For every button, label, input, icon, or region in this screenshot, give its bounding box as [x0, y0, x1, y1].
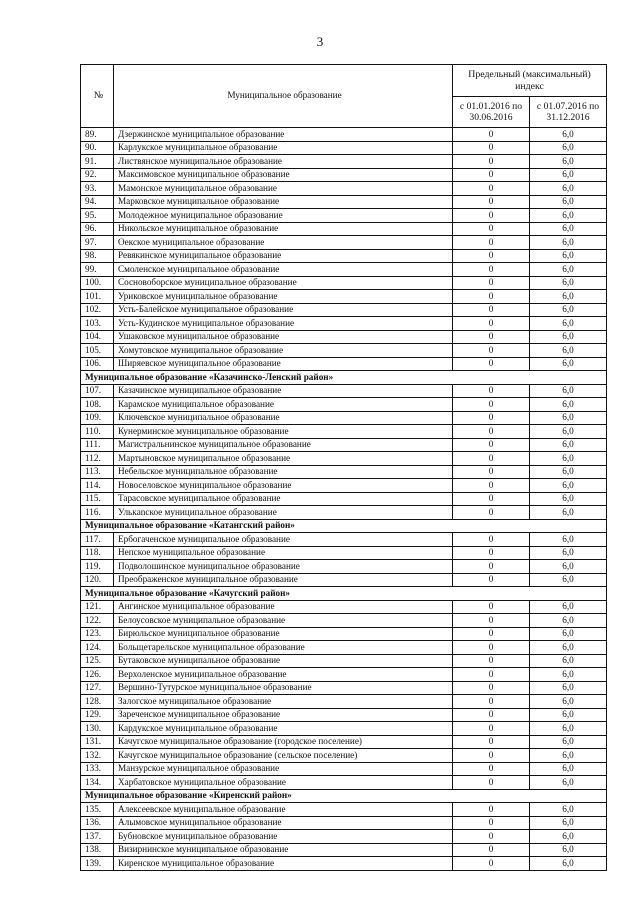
municipality-name: Больщетарельское муниципальное образование [114, 641, 453, 655]
index-period-1: 0 [453, 141, 530, 155]
index-period-1: 0 [453, 749, 530, 763]
row-number: 133. [81, 762, 114, 776]
index-period-2: 6,0 [530, 722, 607, 736]
table-row [81, 735, 607, 749]
row-number: 124. [81, 641, 114, 655]
index-period-1: 0 [453, 479, 530, 493]
index-period-1: 0 [453, 600, 530, 614]
table-row [81, 749, 607, 763]
table-row [81, 533, 607, 547]
row-number: 99. [81, 263, 114, 277]
index-period-2: 6,0 [530, 330, 607, 344]
row-number: 126. [81, 668, 114, 682]
index-period-2: 6,0 [530, 357, 607, 371]
index-period-2: 6,0 [530, 816, 607, 830]
index-period-1: 0 [453, 654, 530, 668]
table-row [81, 195, 607, 209]
index-period-1: 0 [453, 695, 530, 709]
municipality-name: Визирнинское муниципальное образование [114, 843, 453, 857]
municipality-name: Мартыновское муниципальное образование [114, 452, 453, 466]
table-row [81, 438, 607, 452]
table-row [81, 465, 607, 479]
municipality-name: Непское муниципальное образование [114, 546, 453, 560]
index-period-2: 6,0 [530, 303, 607, 317]
municipality-name: Бирюльское муниципальное образование [114, 627, 453, 641]
table-row [81, 614, 607, 628]
section-title: Муниципальное образование «Киренский район» [81, 789, 607, 803]
index-period-2: 6,0 [530, 546, 607, 560]
row-number: 109. [81, 411, 114, 425]
municipality-name: Киренское муниципальное образование [114, 857, 453, 871]
table-row [81, 722, 607, 736]
row-number: 93. [81, 182, 114, 196]
table-row [81, 668, 607, 682]
table-row [81, 425, 607, 439]
table-row [81, 357, 607, 371]
row-number: 136. [81, 816, 114, 830]
municipality-name: Молодежное муниципальное образование [114, 209, 453, 223]
index-period-2: 6,0 [530, 695, 607, 709]
index-period-2: 6,0 [530, 681, 607, 695]
municipality-name: Кунерминское муниципальное образование [114, 425, 453, 439]
row-number: 123. [81, 627, 114, 641]
index-period-1: 0 [453, 438, 530, 452]
row-number: 107. [81, 384, 114, 398]
table-row [81, 479, 607, 493]
index-period-2: 6,0 [530, 654, 607, 668]
index-period-1: 0 [453, 573, 530, 587]
index-period-1: 0 [453, 722, 530, 736]
index-period-2: 6,0 [530, 641, 607, 655]
index-period-1: 0 [453, 263, 530, 277]
row-number: 114. [81, 479, 114, 493]
municipality-name: Хомутовское муниципальное образование [114, 344, 453, 358]
index-period-1: 0 [453, 452, 530, 466]
index-period-2: 6,0 [530, 857, 607, 871]
index-period-2: 6,0 [530, 492, 607, 506]
municipality-name: Ревякинское муниципальное образование [114, 249, 453, 263]
index-period-2: 6,0 [530, 627, 607, 641]
header-num: № [81, 65, 114, 128]
index-period-2: 6,0 [530, 182, 607, 196]
index-period-1: 0 [453, 641, 530, 655]
index-period-2: 6,0 [530, 776, 607, 790]
table-row [81, 303, 607, 317]
row-number: 122. [81, 614, 114, 628]
index-period-2: 6,0 [530, 195, 607, 209]
table-row [81, 816, 607, 830]
municipality-name: Дзержинское муниципальное образование [114, 128, 453, 142]
table-row [81, 546, 607, 560]
index-period-1: 0 [453, 708, 530, 722]
index-period-2: 6,0 [530, 398, 607, 412]
index-period-1: 0 [453, 236, 530, 250]
index-period-2: 6,0 [530, 384, 607, 398]
index-period-1: 0 [453, 627, 530, 641]
index-period-1: 0 [453, 843, 530, 857]
header-municipality: Муниципальное образование [114, 65, 453, 128]
row-number: 96. [81, 222, 114, 236]
index-period-2: 6,0 [530, 803, 607, 817]
index-period-2: 6,0 [530, 438, 607, 452]
table-row [81, 776, 607, 790]
row-number: 91. [81, 155, 114, 169]
index-period-1: 0 [453, 546, 530, 560]
row-number: 121. [81, 600, 114, 614]
municipality-name: Зареченское муниципальное образование [114, 708, 453, 722]
index-period-1: 0 [453, 803, 530, 817]
index-period-2: 6,0 [530, 236, 607, 250]
row-number: 105. [81, 344, 114, 358]
row-number: 94. [81, 195, 114, 209]
row-number: 119. [81, 560, 114, 574]
page-number: 3 [316, 34, 324, 49]
row-number: 106. [81, 357, 114, 371]
index-period-2: 6,0 [530, 465, 607, 479]
row-number: 95. [81, 209, 114, 223]
table-row [81, 857, 607, 871]
table-row [81, 452, 607, 466]
municipality-name: Уриковское муниципальное образование [114, 290, 453, 304]
municipality-name: Казачинское муниципальное образование [114, 384, 453, 398]
index-period-2: 6,0 [530, 452, 607, 466]
row-number: 98. [81, 249, 114, 263]
table-row [81, 560, 607, 574]
index-period-1: 0 [453, 614, 530, 628]
table-row [81, 492, 607, 506]
row-number: 101. [81, 290, 114, 304]
row-number: 125. [81, 654, 114, 668]
municipality-name: Сосновоборское муниципальное образование [114, 276, 453, 290]
index-period-1: 0 [453, 560, 530, 574]
index-period-1: 0 [453, 168, 530, 182]
index-period-1: 0 [453, 209, 530, 223]
row-number: 102. [81, 303, 114, 317]
index-period-1: 0 [453, 330, 530, 344]
table-row [81, 843, 607, 857]
row-number: 130. [81, 722, 114, 736]
index-period-1: 0 [453, 668, 530, 682]
table-row [81, 290, 607, 304]
index-period-2: 6,0 [530, 425, 607, 439]
index-period-2: 6,0 [530, 600, 607, 614]
municipality-name: Алексеевское муниципальное образование [114, 803, 453, 817]
row-number: 134. [81, 776, 114, 790]
index-period-2: 6,0 [530, 668, 607, 682]
index-period-1: 0 [453, 425, 530, 439]
table-row [81, 627, 607, 641]
row-number: 110. [81, 425, 114, 439]
row-number: 92. [81, 168, 114, 182]
table-row [81, 330, 607, 344]
municipality-name: Вершино-Тутурское муниципальное образование [114, 681, 453, 695]
section-title: Муниципальное образование «Качугский район» [81, 587, 607, 601]
municipality-name: Бутаковское муниципальное образование [114, 654, 453, 668]
municipality-name: Алымовское муниципальное образование [114, 816, 453, 830]
index-period-2: 6,0 [530, 317, 607, 331]
municipality-name: Максимовское муниципальное образование [114, 168, 453, 182]
row-number: 131. [81, 735, 114, 749]
index-period-1: 0 [453, 681, 530, 695]
index-period-2: 6,0 [530, 614, 607, 628]
index-period-2: 6,0 [530, 708, 607, 722]
municipal-index-table [80, 64, 607, 871]
municipality-name: Ангинское муниципальное образование [114, 600, 453, 614]
index-period-2: 6,0 [530, 506, 607, 520]
municipality-name: Небельское муниципальное образование [114, 465, 453, 479]
index-period-2: 6,0 [530, 479, 607, 493]
municipality-name: Тарасовское муниципальное образование [114, 492, 453, 506]
municipality-name: Листвянское муниципальное образование [114, 155, 453, 169]
table-row [81, 573, 607, 587]
municipality-name: Усть-Кудинское муниципальное образование [114, 317, 453, 331]
municipality-name: Никольское муниципальное образование [114, 222, 453, 236]
index-period-2: 6,0 [530, 276, 607, 290]
index-period-1: 0 [453, 276, 530, 290]
municipality-name: Карамское муниципальное образование [114, 398, 453, 412]
index-period-2: 6,0 [530, 155, 607, 169]
table-row [81, 803, 607, 817]
row-number: 135. [81, 803, 114, 817]
table-row [81, 506, 607, 520]
row-number: 137. [81, 830, 114, 844]
row-number: 118. [81, 546, 114, 560]
row-number: 120. [81, 573, 114, 587]
section-title: Муниципальное образование «Катангский район» [81, 519, 607, 533]
index-period-2: 6,0 [530, 749, 607, 763]
index-period-2: 6,0 [530, 249, 607, 263]
row-number: 104. [81, 330, 114, 344]
index-period-2: 6,0 [530, 263, 607, 277]
index-period-1: 0 [453, 317, 530, 331]
index-period-2: 6,0 [530, 290, 607, 304]
municipality-name: Преображенское муниципальное образование [114, 573, 453, 587]
municipality-name: Новоселовское муниципальное образование [114, 479, 453, 493]
table-row [81, 344, 607, 358]
municipality-name: Оекское муниципальное образование [114, 236, 453, 250]
index-period-2: 6,0 [530, 560, 607, 574]
section-header-row [81, 587, 607, 601]
table-row [81, 600, 607, 614]
table-row [81, 249, 607, 263]
municipality-name: Карлукское муниципальное образование [114, 141, 453, 155]
municipality-name: Подволошинское муниципальное образование [114, 560, 453, 574]
municipality-name: Залогское муниципальное образование [114, 695, 453, 709]
table-row [81, 708, 607, 722]
row-number: 127. [81, 681, 114, 695]
table-row [81, 654, 607, 668]
index-period-2: 6,0 [530, 735, 607, 749]
index-period-2: 6,0 [530, 222, 607, 236]
row-number: 138. [81, 843, 114, 857]
municipality-name: Качугское муниципальное образование (городское поселение) [114, 735, 453, 749]
section-title: Муниципальное образование «Казачинско-Ленский район» [81, 371, 607, 385]
municipality-name: Смоленское муниципальное образование [114, 263, 453, 277]
municipality-name: Кардукское муниципальное образование [114, 722, 453, 736]
index-period-1: 0 [453, 465, 530, 479]
row-number: 128. [81, 695, 114, 709]
table-row [81, 317, 607, 331]
table-row [81, 263, 607, 277]
header-max-index: Предельный (максимальный) индекс [453, 65, 607, 97]
table-row [81, 222, 607, 236]
index-period-1: 0 [453, 533, 530, 547]
index-period-1: 0 [453, 384, 530, 398]
row-number: 103. [81, 317, 114, 331]
index-period-1: 0 [453, 155, 530, 169]
table-row [81, 276, 607, 290]
index-period-1: 0 [453, 857, 530, 871]
table-row [81, 155, 607, 169]
row-number: 139. [81, 857, 114, 871]
table-row [81, 209, 607, 223]
index-period-1: 0 [453, 492, 530, 506]
row-number: 113. [81, 465, 114, 479]
municipality-name: Харбатовское муниципальное образование [114, 776, 453, 790]
section-header-row [81, 519, 607, 533]
index-period-2: 6,0 [530, 344, 607, 358]
table-row [81, 681, 607, 695]
municipality-name: Усть-Балейское муниципальное образование [114, 303, 453, 317]
municipality-name: Магистральнинское муниципальное образование [114, 438, 453, 452]
municipality-name: Ербогаченское муниципальное образование [114, 533, 453, 547]
table-row [81, 641, 607, 655]
index-period-1: 0 [453, 816, 530, 830]
index-period-2: 6,0 [530, 411, 607, 425]
row-number: 111. [81, 438, 114, 452]
table-row [81, 168, 607, 182]
index-period-1: 0 [453, 195, 530, 209]
table-header [81, 65, 607, 128]
index-period-1: 0 [453, 249, 530, 263]
header-period-1: с 01.01.2016 по 30.06.2016 [453, 97, 530, 128]
index-period-1: 0 [453, 762, 530, 776]
table-row [81, 182, 607, 196]
table-row [81, 141, 607, 155]
row-number: 115. [81, 492, 114, 506]
municipality-name: Качугское муниципальное образование (сельское поселение) [114, 749, 453, 763]
index-period-2: 6,0 [530, 762, 607, 776]
index-period-1: 0 [453, 735, 530, 749]
index-period-2: 6,0 [530, 128, 607, 142]
municipality-name: Ключевское муниципальное образование [114, 411, 453, 425]
row-number: 90. [81, 141, 114, 155]
index-period-1: 0 [453, 128, 530, 142]
index-period-2: 6,0 [530, 168, 607, 182]
index-period-1: 0 [453, 830, 530, 844]
index-period-1: 0 [453, 182, 530, 196]
table-row [81, 411, 607, 425]
municipality-name: Верхоленское муниципальное образование [114, 668, 453, 682]
table-row [81, 695, 607, 709]
index-period-1: 0 [453, 222, 530, 236]
row-number: 100. [81, 276, 114, 290]
row-number: 116. [81, 506, 114, 520]
row-number: 129. [81, 708, 114, 722]
index-period-2: 6,0 [530, 209, 607, 223]
index-period-2: 6,0 [530, 533, 607, 547]
section-header-row [81, 371, 607, 385]
municipality-name: Ушаковское муниципальное образование [114, 330, 453, 344]
municipality-name: Мамонское муниципальное образование [114, 182, 453, 196]
section-header-row [81, 789, 607, 803]
index-period-1: 0 [453, 290, 530, 304]
header-period-2: с 01.07.2016 по 31.12.2016 [530, 97, 607, 128]
row-number: 97. [81, 236, 114, 250]
index-period-1: 0 [453, 398, 530, 412]
index-period-2: 6,0 [530, 573, 607, 587]
index-period-1: 0 [453, 303, 530, 317]
municipality-name: Белоусовское муниципальное образование [114, 614, 453, 628]
table-row [81, 398, 607, 412]
index-period-1: 0 [453, 344, 530, 358]
table-row [81, 236, 607, 250]
row-number: 108. [81, 398, 114, 412]
municipality-name: Улькanское муниципальное образование [114, 506, 453, 520]
table-row [81, 384, 607, 398]
municipality-name: Марковское муниципальное образование [114, 195, 453, 209]
index-period-1: 0 [453, 506, 530, 520]
municipality-name: Бубновское муниципальное образование [114, 830, 453, 844]
index-period-1: 0 [453, 357, 530, 371]
index-period-2: 6,0 [530, 830, 607, 844]
table-row [81, 762, 607, 776]
row-number: 132. [81, 749, 114, 763]
index-period-1: 0 [453, 411, 530, 425]
table-body [81, 128, 607, 871]
index-period-2: 6,0 [530, 141, 607, 155]
row-number: 89. [81, 128, 114, 142]
index-period-1: 0 [453, 776, 530, 790]
table-row [81, 830, 607, 844]
municipality-name: Манзурское муниципальное образование [114, 762, 453, 776]
table-row [81, 128, 607, 142]
row-number: 112. [81, 452, 114, 466]
municipality-name: Ширяевское муниципальное образование [114, 357, 453, 371]
row-number: 117. [81, 533, 114, 547]
index-period-2: 6,0 [530, 843, 607, 857]
